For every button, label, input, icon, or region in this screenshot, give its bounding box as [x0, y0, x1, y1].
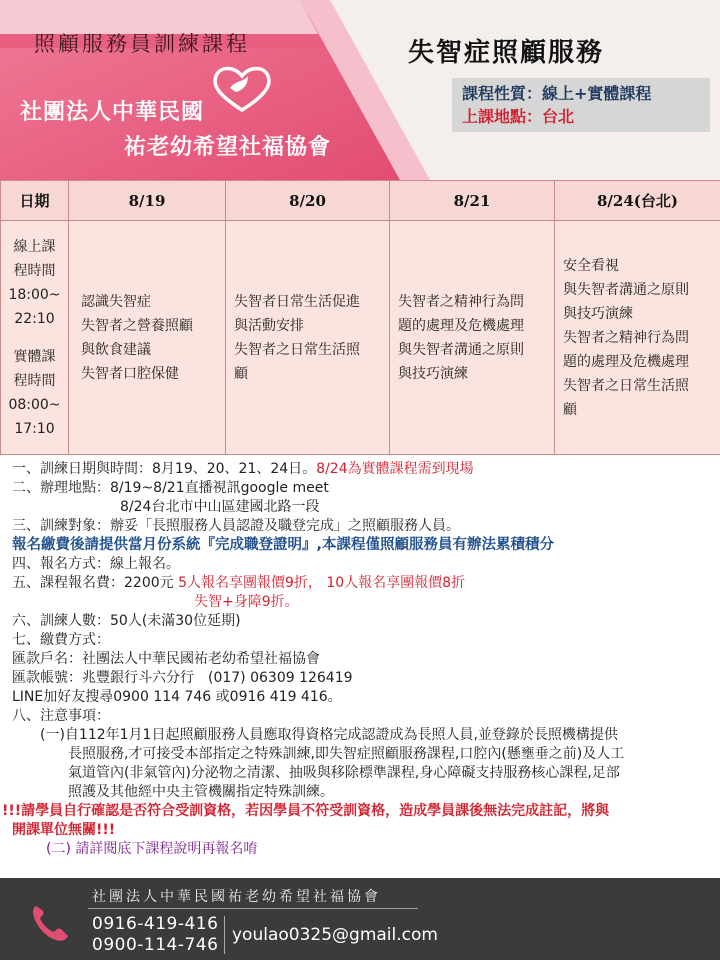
- topic: 失智者之日常生活照: [563, 377, 689, 394]
- topic: 認識失智症: [81, 293, 151, 310]
- course-nature: 課程性質：線上+實體課程: [462, 84, 652, 103]
- info-note-2: (二) 請詳閱底下課程說明再報名唷: [46, 841, 258, 857]
- time-online-3: 18:00~: [8, 286, 61, 303]
- day3-topics: [390, 221, 555, 455]
- day4-topics: [555, 221, 720, 455]
- footer-contact: [0, 878, 720, 960]
- info-account-name: 匯款戶名：社團法人中華民國祐老幼希望社福協會: [12, 651, 320, 667]
- topic: 與失智者溝通之原則: [563, 281, 689, 298]
- info-signup: 四、報名方式：線上報名。: [12, 556, 180, 572]
- info-discount: 5人報名享團報價9折， 10人報名享團報價8折: [178, 575, 466, 591]
- header-day4: 8/24(台北): [555, 181, 720, 221]
- schedule-body-row: [1, 221, 720, 455]
- info-warning: !!!請學員自行確認是否符合受訓資格，若因學員不符受訓資格，造成學員課後無法完成註記，將與: [2, 803, 610, 819]
- info-note-1b: 長照服務,才可接受本部指定之特殊訓練,即失智症照顧服務課程,口腔內(懸壅垂之前)及人工: [68, 746, 625, 762]
- topic: 失智者之營養照顧: [81, 317, 193, 334]
- phone-icon: [28, 900, 72, 944]
- info-warning-2: 開課單位無關!!!: [12, 822, 116, 838]
- topic: 顧: [234, 365, 248, 382]
- course-info-list: [2, 460, 712, 859]
- topic: 與飲食建議: [81, 341, 151, 358]
- org-name-line1: 社團法人中華民國: [20, 99, 205, 125]
- day2-topics: [226, 221, 390, 455]
- footer-org-name: 社團法人中華民國祐老幼希望社福協會: [92, 889, 381, 905]
- topic: 失智者口腔保健: [81, 365, 179, 382]
- topic: 安全看視: [563, 257, 619, 274]
- topic: 失智者之精神行為問: [398, 293, 524, 310]
- info-fee: [12, 574, 712, 593]
- info-discount-2: 失智+身障9折。: [194, 594, 299, 610]
- org-name-line2: 祐老幼希望社福協會: [124, 134, 332, 160]
- info-line: LINE加好友搜尋0900 114 746 或0916 419 416。: [12, 689, 342, 705]
- schedule-header-row: [1, 181, 720, 221]
- time-inperson-3: 08:00~: [8, 396, 61, 413]
- info-note-1d: 照護及其他經中央主管機關指定特殊訓練。: [68, 784, 334, 800]
- time-inperson-4: 17:10: [14, 420, 55, 437]
- info-notice: 報名繳費後請提供當月份系統『完成職登證明』,本課程僅照顧服務員有辦法累積積分: [12, 537, 555, 553]
- info-notes: 八、注意事項：: [12, 708, 110, 724]
- topic: 失智者之精神行為問: [563, 329, 689, 346]
- topic: 與技巧演練: [398, 365, 468, 382]
- info-note-1: (一)自112年1月1日起照顧服務人員應取得資格完成認證成為長照人員,並登錄於長照機構提供: [40, 727, 618, 743]
- time-cell: [1, 221, 69, 455]
- topic: 與失智者溝通之原則: [398, 341, 524, 358]
- info-capacity: 六、訓練人數：50人(未滿30位延期): [12, 613, 241, 629]
- info-text: 五、課程報名費：2200元: [12, 575, 174, 591]
- day1-topics: [69, 221, 226, 455]
- info-note-1c: 氣道管內(非氣管內)分泌物之清潔、抽吸與移除標準課程,身心障礙支持服務核心課程,足部: [68, 765, 620, 781]
- header-date: 日期: [1, 181, 69, 221]
- footer-phone-1: 0916-419-416: [92, 914, 219, 934]
- main-title: 失智症照顧服務: [408, 38, 605, 68]
- time-inperson-2: 程時間: [13, 372, 56, 389]
- header-day2: 8/20: [226, 181, 390, 221]
- footer-email: youlao0325@gmail.com: [232, 925, 438, 945]
- topic: 失智者日常生活促進: [234, 293, 360, 310]
- info-account-number: 匯款帳號：兆豐銀行斗六分行 (017) 06309 126419: [12, 670, 353, 686]
- schedule-table: [0, 180, 720, 455]
- info-dates: [12, 460, 712, 479]
- topic: 題的處理及危機處理: [563, 353, 689, 370]
- time-inperson-1: 實體課: [13, 348, 56, 365]
- info-venue: 二、辦理地點：8/19~8/21直播視訊google meet: [12, 480, 329, 496]
- course-location: 上課地點：台北: [462, 107, 575, 126]
- footer-divider: [88, 908, 418, 909]
- time-online-1: 線上課: [13, 238, 56, 255]
- course-info-box: [452, 78, 710, 132]
- info-text: 一、訓練日期與時間：8月19、20、21、24日。: [12, 461, 317, 477]
- time-online-2: 程時間: [13, 262, 56, 279]
- topic: 與活動安排: [234, 317, 304, 334]
- header-banner: [0, 0, 720, 180]
- topic: 與技巧演練: [563, 305, 633, 322]
- info-payment: 七、繳費方式：: [12, 632, 110, 648]
- header-day3: 8/21: [390, 181, 555, 221]
- topic: 顧: [563, 401, 577, 418]
- footer-phone-2: 0900-114-746: [92, 935, 219, 955]
- topic: 失智者之日常生活照: [234, 341, 360, 358]
- course-series-title: 照顧服務員訓練課程: [34, 32, 250, 56]
- footer-vertical-divider: [224, 916, 225, 954]
- time-online-4: 22:10: [14, 310, 55, 327]
- info-highlight: 8/24為實體課程需到現場: [316, 461, 474, 477]
- info-venue-2: 8/24台北市中山區建國北路一段: [120, 499, 320, 515]
- info-target: 三、訓練對象：辦妥「長照服務人員認證及職登完成」之照顧服務人員。: [12, 518, 460, 534]
- header-day1: 8/19: [69, 181, 226, 221]
- heart-dove-logo-icon: [210, 62, 274, 114]
- topic: 題的處理及危機處理: [398, 317, 524, 334]
